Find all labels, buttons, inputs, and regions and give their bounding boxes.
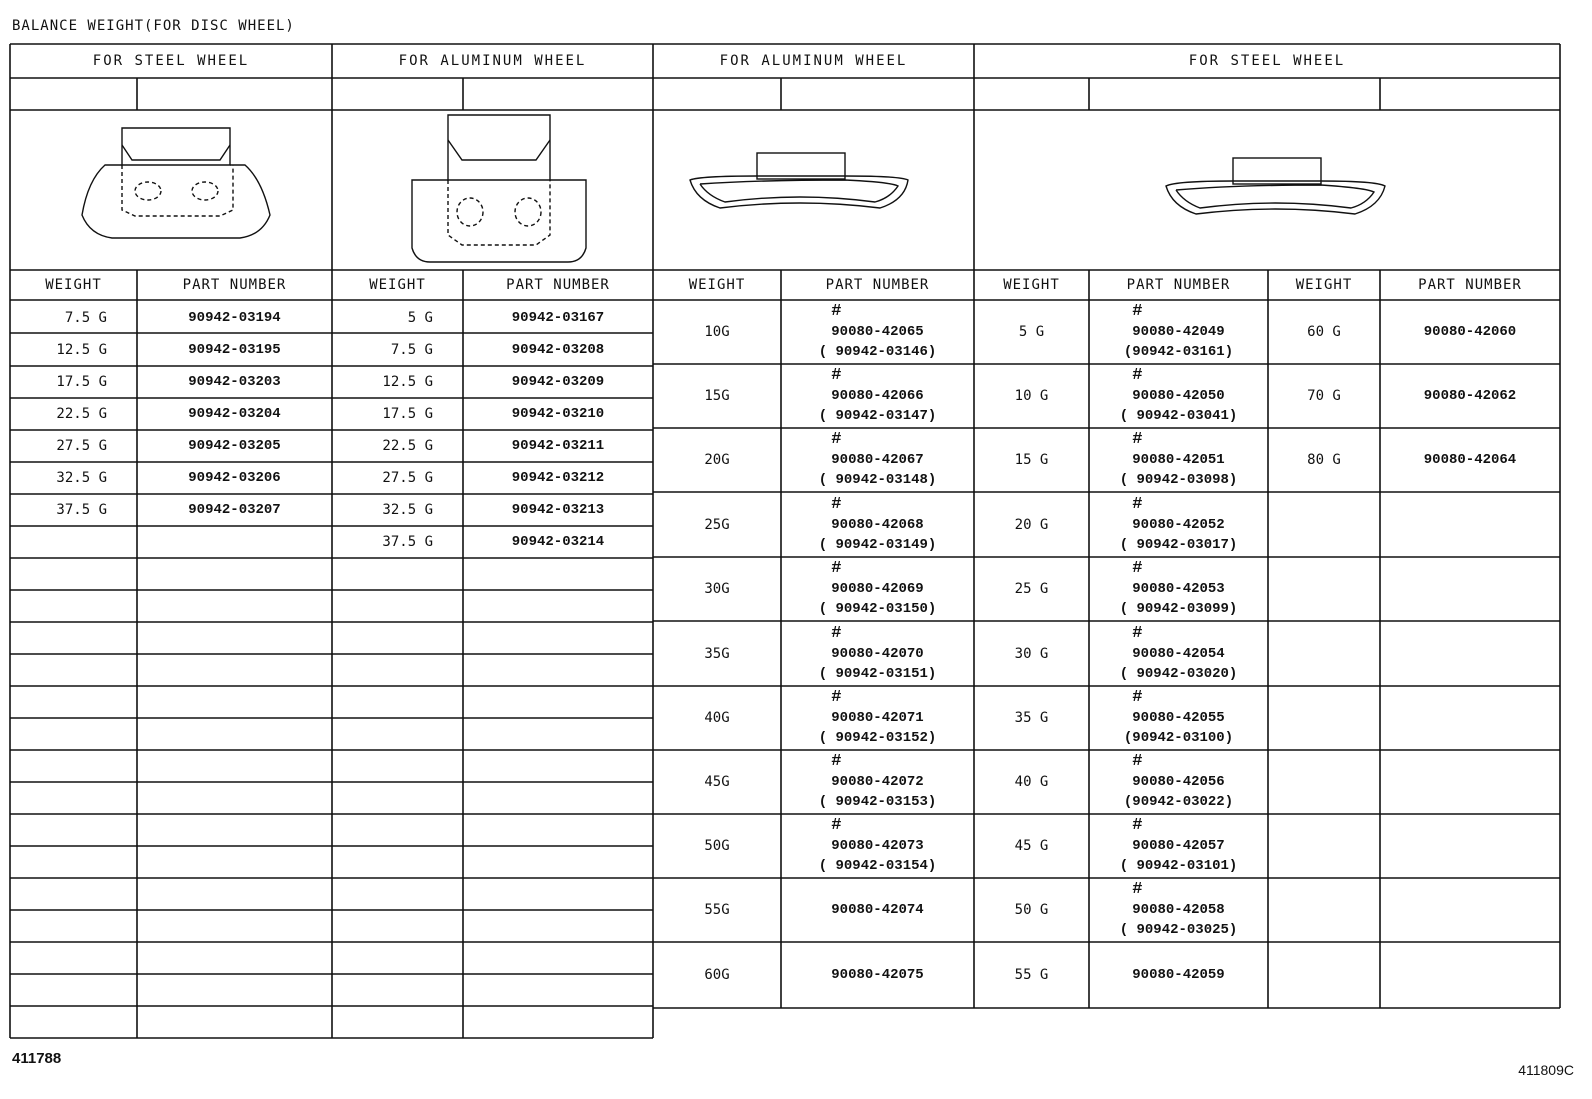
table-row-part (781, 557, 974, 621)
part-number: 90080-42056 (1132, 774, 1225, 790)
interchange-mark: # (1132, 623, 1143, 643)
table-row-weight: 35 G (1014, 710, 1049, 726)
table-row-part: 90942-03203 (188, 374, 281, 390)
alt-part-number: ( 90942-03153) (818, 794, 937, 810)
table-row-weight: 30G (704, 581, 730, 597)
table-row-weight: 10 G (1014, 388, 1049, 404)
table-row-part: 90942-03211 (511, 438, 605, 454)
table-row-part: 90942-03208 (511, 342, 605, 358)
table-row-part: 90942-03204 (188, 406, 281, 422)
alt-part-number: ( 90942-03101) (1119, 858, 1238, 874)
table-row-part (781, 300, 974, 364)
alt-part-number: ( 90942-03098) (1119, 472, 1238, 488)
part-number: 90080-42066 (831, 388, 924, 404)
table-row-weight: 20G (704, 452, 730, 468)
part-number: 90080-42055 (1132, 710, 1225, 726)
part-number: 90080-42058 (1132, 902, 1225, 918)
col-header-part-number: PART NUMBER (506, 277, 610, 293)
table-row-weight: 55G (704, 902, 730, 918)
table-row-weight: 7.5 G (390, 342, 433, 358)
part-number: 90080-42053 (1132, 581, 1225, 597)
table-row-weight: 5 G (407, 309, 433, 326)
table-row-weight: 50 G (1014, 902, 1049, 918)
table-row-part: 90942-03195 (188, 342, 281, 358)
table-row-weight: 40G (704, 710, 730, 726)
table-row-weight: 25 G (1014, 581, 1049, 597)
alt-part-number: ( 90942-03150) (818, 601, 937, 617)
alt-part-number: ( 90942-03017) (1119, 536, 1238, 553)
alt-part-number: ( 90942-03099) (1119, 601, 1238, 617)
table-row-weight: 60G (704, 967, 730, 983)
interchange-mark: # (831, 366, 842, 385)
figure-number-right: 411809C (1518, 1062, 1574, 1078)
part-number: 90080-42052 (1132, 516, 1225, 533)
col-header-part-number: PART NUMBER (1126, 277, 1231, 293)
col-header-weight: WEIGHT (1003, 277, 1060, 293)
table-row-part: 90942-03207 (188, 502, 281, 518)
table-row-part (781, 428, 974, 492)
interchange-mark: # (831, 559, 842, 578)
table-row-part (1089, 364, 1268, 428)
table-row-weight: 17.5 G (56, 374, 107, 390)
table-row-weight: 15G (704, 388, 730, 404)
part-number: 90080-42072 (831, 774, 924, 790)
table-row-part: 90942-03209 (511, 374, 605, 390)
table-row-part: 90942-03194 (188, 309, 281, 326)
alt-part-number: ( 90942-03151) (818, 665, 937, 682)
col-header-part-number: PART NUMBER (825, 277, 930, 293)
alt-part-number: (90942-03100) (1123, 730, 1234, 746)
table-row-weight: 37.5 G (56, 502, 107, 518)
figure-number-left: 411788 (12, 1050, 62, 1067)
part-number: 90080-42054 (1132, 645, 1225, 662)
alt-part-number: ( 90942-03020) (1119, 665, 1238, 682)
page-title: BALANCE WEIGHT(FOR DISC WHEEL) (12, 18, 295, 34)
col-header-weight: WEIGHT (688, 277, 746, 293)
table-row-part: 90080-42074 (831, 902, 924, 918)
interchange-mark: # (1132, 302, 1143, 321)
interchange-mark: # (1132, 752, 1143, 771)
col-header-part-number: PART NUMBER (1418, 277, 1522, 293)
col-header-weight: WEIGHT (369, 277, 426, 293)
part-number: 90080-42070 (831, 645, 924, 662)
alt-part-number: ( 90942-03148) (818, 472, 937, 488)
table-row-part: 90942-03205 (188, 438, 281, 454)
alt-part-number: (90942-03161) (1123, 344, 1234, 360)
part-number: 90080-42068 (831, 516, 924, 533)
section-heading-steel-clip: FOR STEEL WHEEL (92, 53, 250, 69)
table-row-weight: 25G (704, 516, 730, 533)
part-number: 90080-42049 (1132, 324, 1225, 340)
table-row-weight: 17.5 G (382, 406, 433, 422)
alt-part-number: ( 90942-03149) (818, 536, 937, 553)
alt-part-number: ( 90942-03147) (818, 408, 937, 424)
alt-part-number: (90942-03022) (1123, 794, 1234, 810)
interchange-mark: # (1132, 880, 1143, 899)
table-row-part (1089, 878, 1268, 942)
table-row-weight: 15 G (1014, 452, 1049, 468)
interchange-mark: # (1132, 559, 1143, 578)
table-row-part: 90080-42062 (1423, 388, 1517, 404)
col-header-weight: WEIGHT (45, 277, 102, 293)
interchange-mark: # (831, 302, 842, 321)
alt-part-number: ( 90942-03154) (818, 858, 937, 874)
table-row-weight: 55 G (1014, 967, 1049, 983)
table-row-weight: 7.5 G (64, 309, 107, 326)
table-row-part (1089, 557, 1268, 621)
part-number: 90080-42051 (1132, 452, 1225, 468)
interchange-mark: # (831, 816, 842, 835)
interchange-mark: # (1132, 430, 1143, 449)
table-row-part (781, 686, 974, 750)
table-row-weight: 10G (704, 324, 730, 340)
table-row-part (1089, 300, 1268, 364)
part-number: 90080-42073 (831, 838, 924, 854)
interchange-mark: # (1132, 688, 1143, 707)
table-row-weight: 27.5 G (56, 438, 107, 454)
alt-part-number: ( 90942-03152) (818, 730, 937, 746)
table-row-weight: 12.5 G (56, 342, 107, 358)
table-row-weight: 60 G (1307, 324, 1341, 340)
steel-clip-weight-illustration (82, 128, 270, 238)
table-row-weight: 22.5 G (56, 406, 107, 422)
table-row-part: 90942-03212 (511, 470, 605, 486)
col-header-weight: WEIGHT (1295, 277, 1353, 293)
table-row-weight: 32.5 G (382, 502, 433, 518)
interchange-mark: # (1132, 494, 1143, 514)
aluminum-clip-weight-illustration (412, 115, 586, 262)
part-number: 90080-42071 (831, 710, 924, 726)
alt-part-number: ( 90942-03025) (1119, 922, 1238, 938)
interchange-mark: # (1132, 366, 1143, 385)
interchange-mark: # (831, 688, 842, 707)
table-row-part (781, 814, 974, 878)
interchange-mark: # (831, 623, 842, 643)
section-heading-aluminum-clip: FOR ALUMINUM WHEEL (398, 53, 587, 69)
table-row-part (1089, 814, 1268, 878)
interchange-mark: # (831, 430, 842, 449)
table-row-part (1089, 492, 1268, 557)
table-row-part (781, 750, 974, 814)
table-row-part: 90080-42059 (1132, 967, 1225, 983)
aluminum-adhesive-weight-illustration (690, 153, 908, 208)
table-row-part (1089, 686, 1268, 750)
col-header-part-number: PART NUMBER (182, 277, 287, 293)
part-number: 90080-42069 (831, 581, 924, 597)
table-row-weight: 32.5 G (56, 470, 107, 486)
part-number: 90080-42057 (1132, 838, 1225, 854)
table-row-weight: 80 G (1307, 452, 1341, 468)
table-row-weight: 35G (704, 645, 730, 662)
interchange-mark: # (1132, 816, 1143, 835)
part-number: 90080-42050 (1132, 388, 1225, 404)
table-row-part: 90942-03206 (188, 470, 281, 486)
table-row-part (781, 364, 974, 428)
table-row-part: 90080-42060 (1423, 324, 1517, 340)
table-row-weight: 40 G (1014, 774, 1049, 790)
alt-part-number: ( 90942-03041) (1119, 408, 1238, 424)
table-row-part: 90942-03210 (511, 406, 605, 422)
table-row-weight: 27.5 G (382, 470, 433, 486)
table-row-weight: 22.5 G (382, 438, 433, 454)
table-row-part (1089, 750, 1268, 814)
table-row-weight: 37.5 G (382, 534, 433, 550)
table-row-part (781, 492, 974, 557)
table-row-part (1089, 621, 1268, 686)
table-row-weight: 30 G (1014, 645, 1049, 662)
table-row-part (781, 621, 974, 686)
table-row-part: 90942-03167 (511, 309, 605, 326)
table-row-weight: 12.5 G (382, 374, 433, 390)
table-row-part: 90942-03213 (511, 502, 605, 518)
table-row-weight: 45G (704, 774, 730, 790)
table-row-weight: 45 G (1014, 838, 1049, 854)
interchange-mark: # (831, 494, 842, 514)
table-row-part (1089, 428, 1268, 492)
table-row-part: 90080-42064 (1423, 452, 1517, 468)
table-row-part: 90942-03214 (511, 534, 605, 550)
part-number: 90080-42067 (831, 452, 924, 468)
table-row-weight: 20 G (1014, 516, 1049, 533)
section-heading-aluminum-adhesive: FOR ALUMINUM WHEEL (719, 53, 908, 69)
table-row-weight: 70 G (1307, 388, 1341, 404)
table-row-weight: 50G (704, 838, 730, 854)
section-heading-steel-adhesive: FOR STEEL WHEEL (1188, 53, 1346, 69)
steel-adhesive-weight-illustration (1166, 158, 1385, 214)
part-number: 90080-42065 (831, 324, 924, 340)
interchange-mark: # (831, 752, 842, 771)
alt-part-number: ( 90942-03146) (818, 344, 937, 360)
table-row-part: 90080-42075 (831, 967, 924, 983)
table-row-weight: 5 G (1018, 324, 1045, 340)
